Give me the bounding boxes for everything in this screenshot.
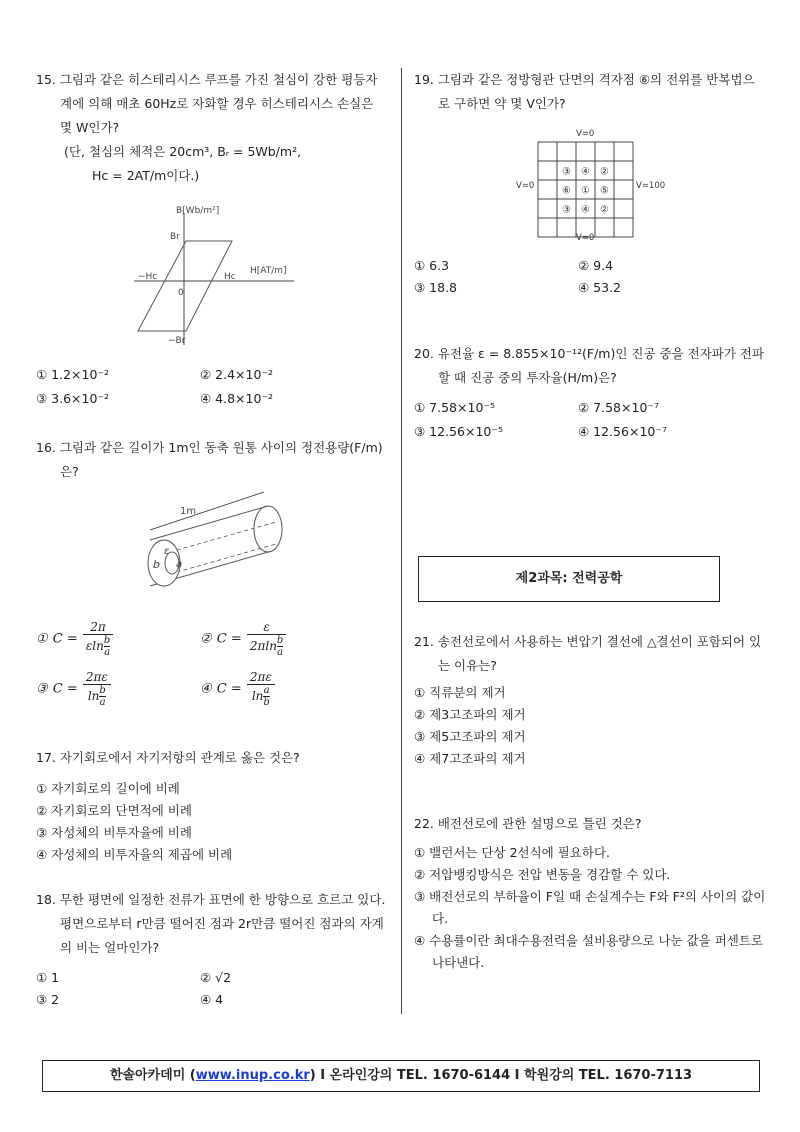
coaxial-cylinder-figure [128,488,298,588]
grid-node-label: ② [600,166,609,178]
right-boundary-label: V=100 [636,181,666,191]
question-19-options-row-1 [414,254,766,278]
left-boundary-label: V=0 [516,181,535,191]
question-16-stem: 16. 그림과 같은 길이가 1m인 동축 원통 사이의 정전용량(F/m)은? [36,440,383,479]
question-19-options-row-2 [414,276,766,300]
question-17-option-1[interactable]: ① 자기회로의 길이에 비례 [36,781,180,796]
grid-node-label: ④ [581,204,590,216]
top-boundary-label: V=0 [576,129,595,139]
question-15-stem: 15. 그림과 같은 히스테리시스 루프를 가진 철심이 강한 평등자계에 의해 매초 60Hz로 자화할 경우 히스테리시스 손실은 몇 W인가? [36,72,378,135]
question-15-note-2: Hc = 2AT/m이다.) [92,168,200,183]
question-19-option-2[interactable]: ② 9.4 [578,258,614,273]
question-19-option-3[interactable]: ③ 18.8 [414,280,458,295]
question-15-option-1[interactable]: ① 1.2×10⁻² [36,367,110,382]
question-17-option-4[interactable]: ④ 자성체의 비투자율의 제곱에 비례 [36,847,233,862]
question-18-stem: 18. 무한 평면에 일정한 전류가 표면에 한 방향으로 흐르고 있다. 평면으로부터 r만큼 떨어진 점과 2r만큼 떨어진 점과의 자계의 비는 얼마인가? [36,892,386,955]
question-19-option-4[interactable]: ④ 53.2 [578,280,622,295]
question-18-options-row-1 [36,966,388,990]
outer-top-edge [150,506,268,540]
grid-node-label: ② [600,204,609,216]
question-16-options-row-2 [36,666,388,720]
footer-website-link[interactable]: www.inup.co.kr [195,1068,310,1083]
question-20-option-4[interactable]: ④ 12.56×10⁻⁷ [578,424,667,439]
question-15-options-row-1 [36,363,388,387]
question-16-option-3[interactable]: ③ C = 2πε ln $\frac{b}{a}$ [36,670,111,708]
question-15-options-row-2 [36,387,388,411]
question-21 [414,630,766,770]
footer-phone-info: ) I 온라인강의 TEL. 1670-6144 I 학원강의 TEL. 1670-7113 [309,1068,693,1083]
question-20-options-row-1 [414,396,766,420]
question-16-option-4[interactable]: ④ C = 2πε ln $\frac{a}{b}$ [200,670,275,708]
question-15-option-4[interactable]: ④ 4.8×10⁻² [200,391,274,406]
inner-bottom-edge [170,544,276,574]
origin-label: 0 [178,288,184,298]
question-19 [414,68,766,116]
question-22-option-1[interactable]: ① 밸런서는 단상 2선식에 필요하다. [414,845,611,860]
b-axis-label: B[Wb/m²] [176,206,220,216]
question-22-option-4[interactable]: ④ 수용률이란 최대수용전력을 설비용량으로 나눈 값을 퍼센트로 나타낸다. [414,933,763,970]
page-footer [42,1060,760,1092]
epsilon-label: ε [164,546,170,557]
outer-far-end [254,506,282,552]
grid-node-label: ⑥ [562,185,571,197]
question-16-option-2[interactable]: ② C = ε 2πln $\frac{b}{a}$ [200,620,286,658]
question-18-option-4[interactable]: ④ 4 [200,992,224,1007]
question-22-stem: 22. 배전선로에 관한 설명으로 틀린 것은? [414,816,642,831]
question-18 [36,888,388,960]
question-21-option-4[interactable]: ④ 제7고조파의 제거 [414,751,526,766]
column-divider [401,68,402,1014]
length-line [150,492,264,530]
hc-label: Hc [224,272,236,282]
question-16-option-1[interactable]: ① C = 2π εln $\frac{b}{a}$ [36,620,113,658]
neg-br-label: −Br [168,336,186,346]
potential-grid-figure [510,126,700,244]
question-15-note-1: (단, 철심의 체적은 20cm³, Bᵣ = 5Wb/m², [64,144,302,159]
question-21-option-3[interactable]: ③ 제5고조파의 제거 [414,729,526,744]
bottom-boundary-label: V=0 [576,233,595,243]
hysteresis-loop [138,241,232,331]
question-18-option-1[interactable]: ① 1 [36,970,60,985]
question-22 [414,812,766,974]
question-21-stem: 21. 송전선로에서 사용하는 변압기 결선에 △결선이 포함되어 있는 이유는? [414,634,762,673]
question-15-option-3[interactable]: ③ 3.6×10⁻² [36,391,110,406]
question-22-option-3[interactable]: ③ 배전선로의 부하율이 F일 때 손실계수는 F와 F²의 사이의 값이다. [414,889,766,926]
question-21-option-2[interactable]: ② 제3고조파의 제거 [414,707,526,722]
question-20-option-1[interactable]: ① 7.58×10⁻⁵ [414,400,495,415]
question-20-option-2[interactable]: ② 7.58×10⁻⁷ [578,400,659,415]
question-17-option-3[interactable]: ③ 자성체의 비투자율에 비례 [36,825,192,840]
question-18-options-row-2 [36,988,388,1012]
question-22-option-2[interactable]: ② 저압뱅킹방식은 전압 변동을 경감할 수 있다. [414,867,671,882]
grid-node-label: ③ [562,204,571,216]
question-19-stem: 19. 그림과 같은 정방형관 단면의 격자점 ⑥의 전위를 반복법으로 구하면 약 몇 V인가? [414,72,755,111]
grid-node-label: ④ [581,166,590,178]
question-17 [36,746,388,866]
question-19-option-1[interactable]: ① 6.3 [414,258,450,273]
question-18-option-2[interactable]: ② √2 [200,970,232,985]
hysteresis-loop-figure [124,203,304,351]
grid-node-labels [562,167,609,216]
question-15-option-2[interactable]: ② 2.4×10⁻² [200,367,274,382]
question-20-stem: 20. 유전율 ε = 8.855×10⁻¹²(F/m)인 진공 중을 전자파가 전파할 때 진공 중의 투자율(H/m)은? [414,346,765,385]
neg-hc-label: −Hc [138,272,158,282]
question-20-options-row-2 [414,420,766,444]
length-label: 1m [180,506,197,517]
h-axis-label: H[AT/m] [250,266,287,276]
question-20 [414,342,766,390]
footer-academy: 한솔아카데미 ( [109,1068,196,1083]
question-16 [36,436,388,484]
question-18-option-3[interactable]: ③ 2 [36,992,60,1007]
radius-b-label: b [153,558,160,571]
br-label: Br [170,232,180,242]
question-20-option-3[interactable]: ③ 12.56×10⁻⁵ [414,424,503,439]
radius-a-label: a [176,559,183,570]
question-21-option-1[interactable]: ① 직류분의 제거 [414,685,506,700]
grid-node-label: ③ [562,166,571,178]
subject-heading: 제2과목: 전력공학 [418,556,720,602]
question-17-stem: 17. 자기회로에서 자기저항의 관계로 옳은 것은? [36,750,300,765]
question-15 [36,68,388,188]
grid-node-label: ① [581,185,590,197]
question-16-options-row-1 [36,612,388,666]
question-17-option-2[interactable]: ② 자기회로의 단면적에 비례 [36,803,192,818]
grid-node-label: ⑤ [600,185,609,197]
